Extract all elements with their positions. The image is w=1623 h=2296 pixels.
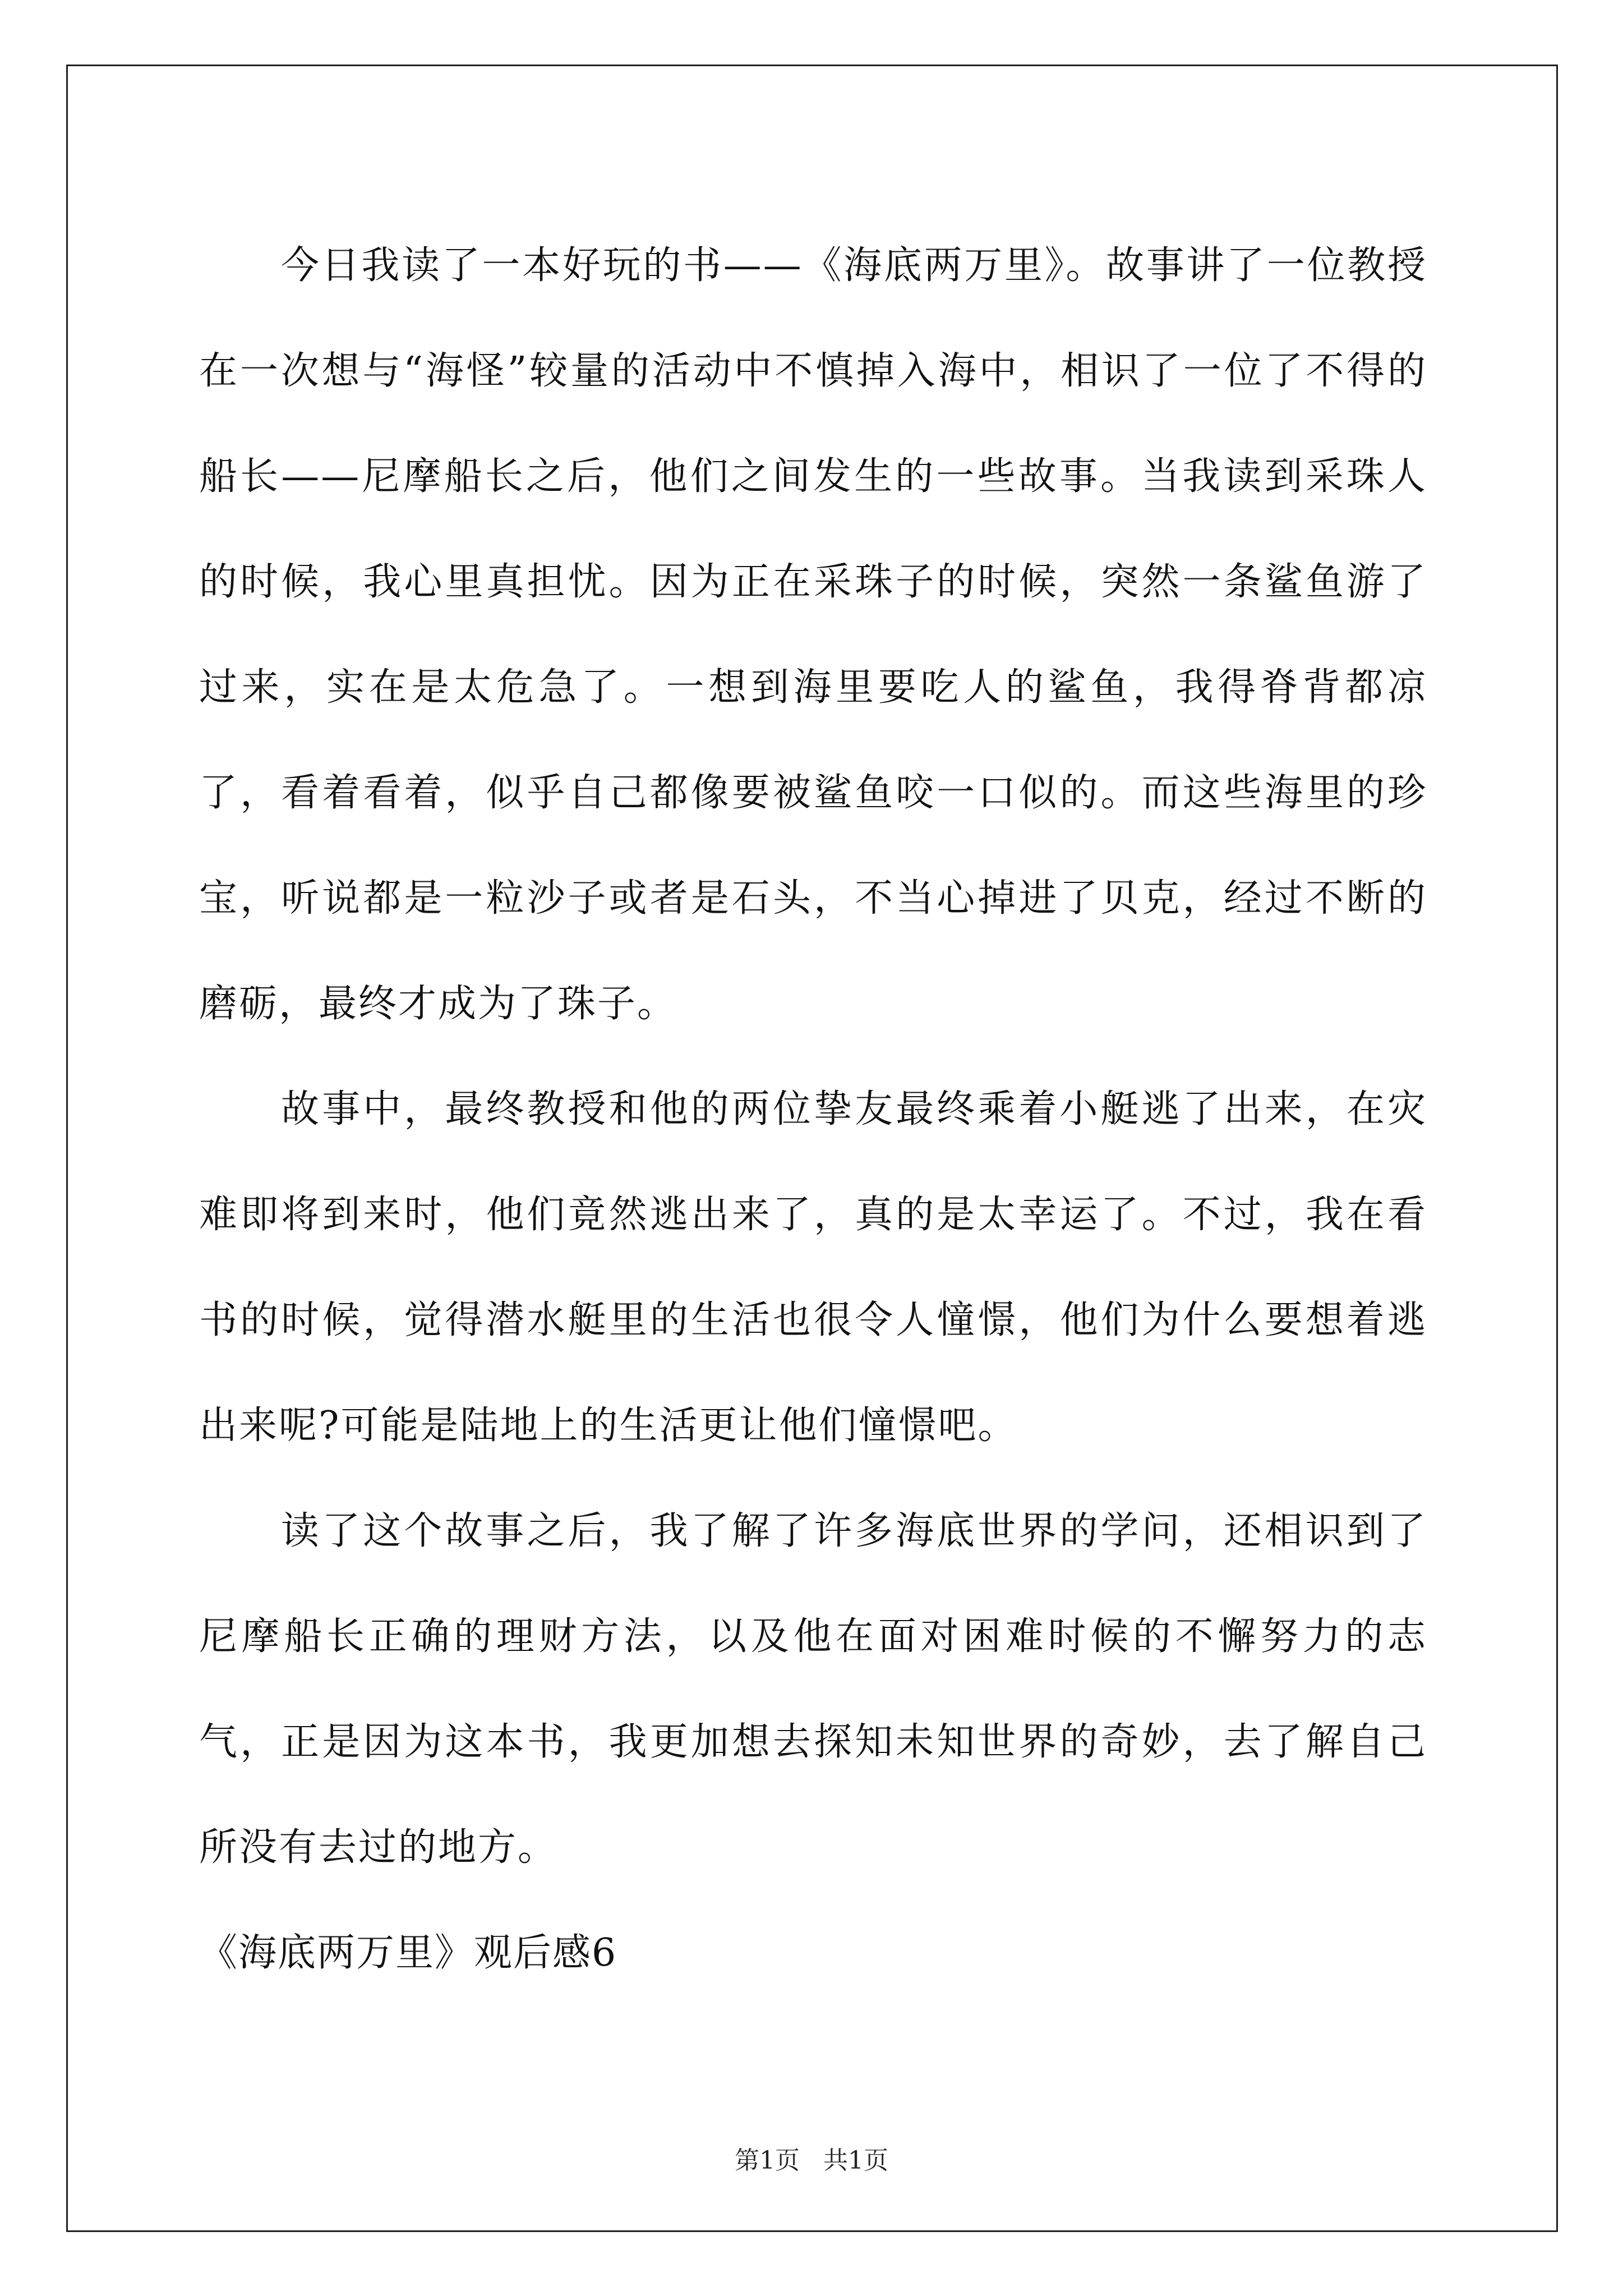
section-heading: 《海底两万里》观后感6 [199, 1931, 617, 1975]
paragraph-1: 今日我读了一本好玩的书——《海底两万里》。故事讲了一位教授在一次想与“海怪”较量的活动中不慎掉入海中，相识了一位了不得的船长——尼摩船长之后，他们之间发生的一些故事。当我读到采珠人的时候，我心里真担忧。因为正在采珠子的时候，突然一条鲨鱼游了过来，实在是太危急了。一想到海里要吃人的鲨鱼，我得脊背都凉了，看着看着，似乎自己都像要被鲨鱼咬一口似的。而这些海里的珍宝，听说都是一粒沙子或者是石头，不当心掉进了贝克，经过不断的磨砺，最终才成为了珠子。 [199, 243, 1427, 1026]
footer-gap [800, 2146, 823, 2175]
paragraph-2: 故事中，最终教授和他的两位挚友最终乘着小艇逃了出来，在灾难即将到来时，他们竟然逃出来了，真的是太幸运了。不过，我在看书的时候，觉得潜水艇里的生活也很令人憧憬，他们为什么要想着逃出来呢?可能是陆地上的生活更让他们憧憬吧。 [199, 1087, 1427, 1448]
document-body [199, 213, 1427, 2006]
page-footer [0, 2144, 1623, 2178]
paragraph-3: 读了这个故事之后，我了解了许多海底世界的学问，还相识到了尼摩船长正确的理财方法，以及他在面对困难时候的不懈努力的志气，正是因为这本书，我更加想去探知未知世界的奇妙，去了解自己所没有去过的地方。 [199, 1509, 1427, 1870]
page-total: 共1页 [823, 2146, 888, 2175]
page-number: 第1页 [735, 2146, 800, 2175]
